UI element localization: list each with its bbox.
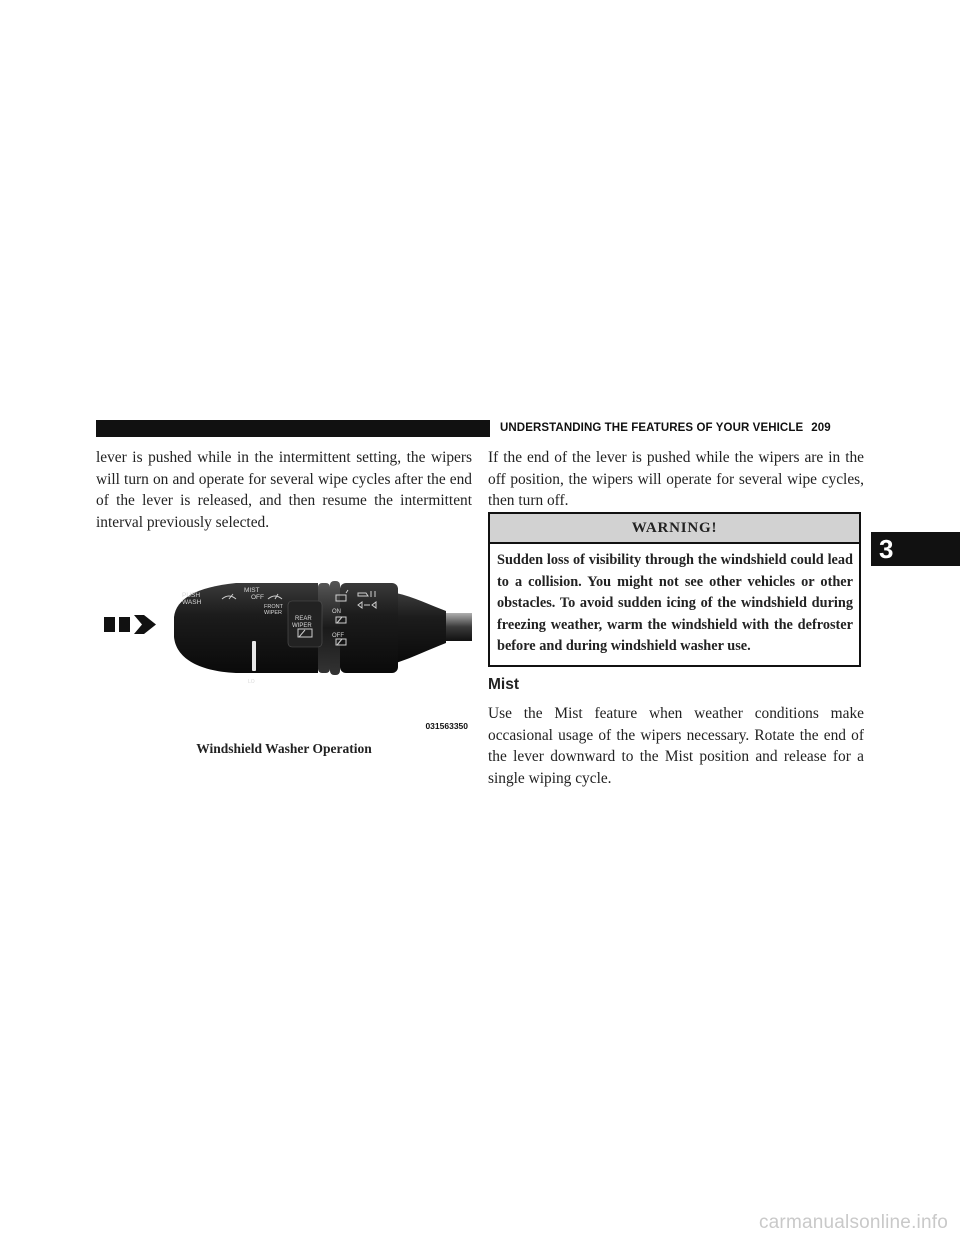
warning-box	[488, 512, 861, 667]
windshield-washer-figure	[96, 575, 472, 761]
rotary-ring-3	[340, 583, 398, 673]
label-lo: LO	[248, 679, 255, 685]
warning-text: Sudden loss of visibility through the windshield could lead to a collision. You might not see other vehicles or other obstacles. To avoid sudden icing of the windshield during freezing weather, warm the windshield with the defroster before and during windshield washer use.	[497, 552, 853, 654]
figure-caption: Windshield Washer Operation	[196, 741, 372, 756]
label-off: OFF	[332, 633, 344, 639]
figure-code: 031563350	[425, 721, 468, 731]
left-column	[96, 447, 472, 533]
label-front-wiper: WIPER	[264, 610, 283, 616]
label-rear: REAR	[295, 616, 312, 622]
label-rear-wiper: WIPER	[292, 623, 312, 629]
mist-heading: Mist	[488, 676, 519, 693]
wiper-stalk-illustration	[96, 575, 472, 735]
warning-title: WARNING!	[490, 514, 859, 544]
label-front: FRONT	[264, 604, 283, 610]
mist-paragraph: Use the Mist feature when weather conditions make occasional usage of the wipers necessary. Rotate the end of the lever downward to the Mist position and release for a single wiping cycle.	[488, 705, 864, 787]
intermittent-indicator	[252, 641, 256, 671]
right-column	[488, 447, 864, 512]
label-push: PUSH	[182, 592, 201, 599]
right-paragraph: If the end of the lever is pushed while the wipers are in the off position, the wipers will operate for several wipe cycles, then turn off.	[488, 449, 864, 510]
header-title: UNDERSTANDING THE FEATURES OF YOUR VEHICLE	[500, 422, 804, 434]
label-wash: WASH	[182, 599, 202, 606]
label-mist-off: OFF	[251, 594, 264, 601]
page-number: 209	[811, 422, 831, 434]
mist-section	[488, 703, 864, 789]
chapter-tab: 3	[871, 532, 960, 566]
left-paragraph: lever is pushed while in the intermittent setting, the wipers will turn on and operate for several wipe cycles after the end of the lever is released, and then resume the intermittent interval previously selected.	[96, 449, 472, 531]
watermark: carmanualsonline.info	[758, 1212, 948, 1233]
push-arrow-icon	[104, 615, 156, 634]
label-mist: MIST	[244, 587, 260, 594]
stalk-shaft	[444, 613, 472, 641]
label-on: ON	[332, 609, 341, 615]
running-header	[500, 420, 864, 437]
stalk-cone	[396, 593, 446, 663]
header-bar	[96, 420, 490, 437]
